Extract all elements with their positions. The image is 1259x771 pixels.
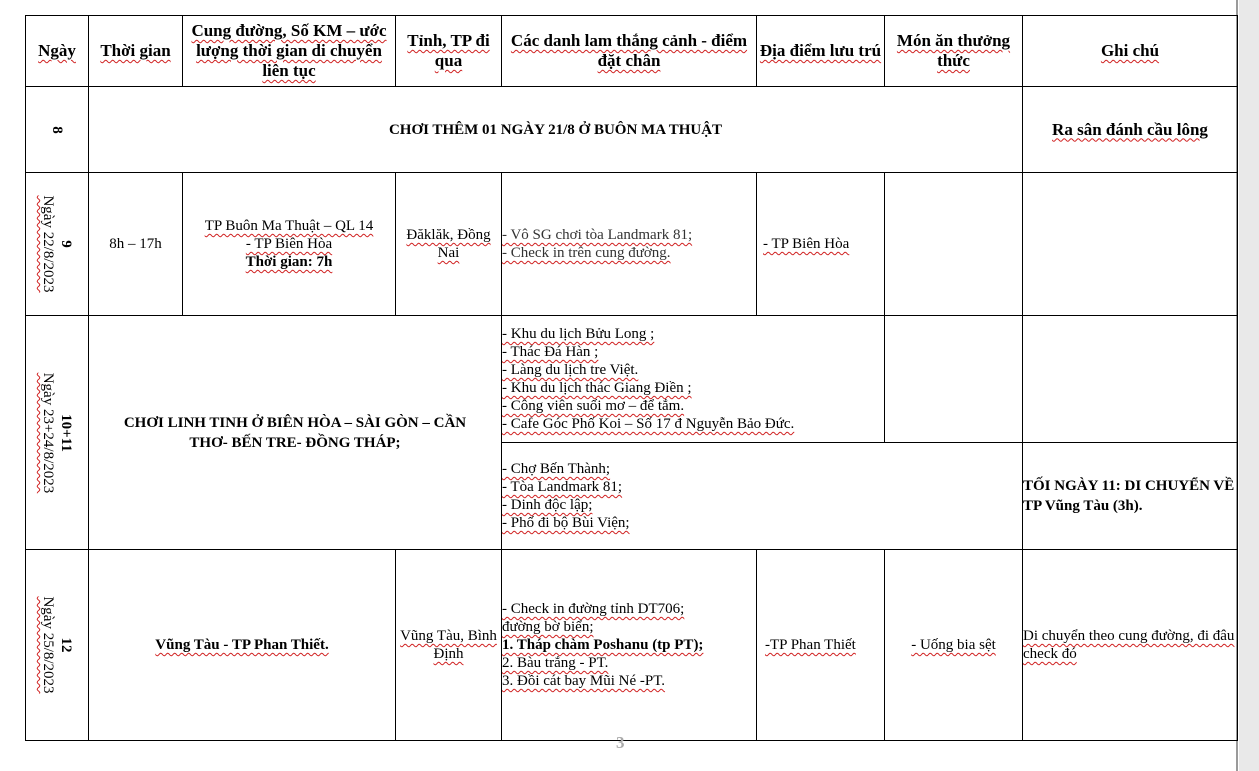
province-cell: Đăklăk, Đồng Nai [396,173,502,316]
day-cell [26,316,89,550]
merged-plan-cell: CHƠI LINH TINH Ở BIÊN HÒA – SÀI GÒN – CẦN THƠ- BẾN TRE- ĐỒNG THÁP; [89,316,502,550]
day-number: 9 [58,240,74,248]
food-cell: - Uống bia sệt [885,550,1023,741]
header-stay: Địa điểm lưu trú [757,16,885,87]
day-date: Ngày 25/8/2023 [40,596,56,694]
header-note: Ghi chú [1023,16,1238,87]
header-route: Cung đường, Số KM – ước lượng thời gian di chuyển liên tục [183,16,396,87]
itinerary-table [25,15,1238,741]
day-number: 8 [49,125,65,134]
header-food: Món ăn thưởng thức [885,16,1023,87]
note-cell [1023,173,1238,316]
route-cell: Vũng Tàu - TP Phan Thiết. [89,550,396,741]
merged-plan-cell: CHƠI THÊM 01 NGÀY 21/8 Ở BUÔN MA THUẬT [89,87,1023,173]
day-cell [26,173,89,316]
table-row-day-10-11 [26,316,1238,443]
time-cell: 8h – 17h [89,173,183,316]
sights-cell: - Check in đường tỉnh DT706; đường bờ biển; 1. Tháp chàm Poshanu (tp PT); 2. Bàu trắng - PT. 3. Đồi cát bay Mũi Né -PT. [502,550,757,741]
header-province: Tỉnh, TP đi qua [396,16,502,87]
note-cell: Di chuyển theo cung đường, đi đâu check đó [1023,550,1238,741]
province-cell: Vũng Tàu, Bình Định [396,550,502,741]
route-cell: TP Buôn Ma Thuật – QL 14 - TP Biên Hòa Thời gian: 7h [183,173,396,316]
header-sights: Các danh lam thắng cảnh - điểm đặt chân [502,16,757,87]
page-margin [1239,0,1259,771]
food-cell [885,173,1023,316]
sights-cell: - Vô SG chơi tòa Landmark 81; - Check in trên cung đường. [502,173,757,316]
day-cell [26,87,89,173]
table-row-day-9 [26,173,1238,316]
sights-cell: - Khu du lịch Bửu Long ; - Thác Đá Hàn ; - Làng du lịch tre Việt. - Khu du lịch thác Giang Điền ; - Công viên suối mơ – để tắm. - Cafe Góc Phố Koi – Số 17 đ Nguyễn Bảo Đức. [502,316,885,443]
table-row-day-12 [26,550,1238,741]
day-number: 10+11 [58,413,74,452]
day-cell [26,550,89,741]
header-day: Ngày [26,16,89,87]
food-cell [885,316,1023,443]
table-row-day-8 [26,87,1238,173]
stay-cell: - TP Biên Hòa [757,173,885,316]
stay-cell: -TP Phan Thiết [757,550,885,741]
day-date: Ngày 22/8/2023 [40,195,56,293]
note-cell [1023,316,1238,443]
day-number: 12 [58,637,74,653]
note-cell: TỐI NGÀY 11: DI CHUYỂN VỀ TP Vũng Tàu (3h). [1023,443,1238,550]
note-cell: Ra sân đánh cầu lông [1023,87,1238,173]
header-time: Thời gian [89,16,183,87]
header-row [26,16,1238,87]
sights-cell: - Chợ Bến Thành; - Tòa Landmark 81; - Dinh độc lập; - Phố đi bộ Bùi Viện; [502,443,1023,550]
day-date: Ngày 23+24/8/2023 [40,372,56,493]
page-number: 3 [616,733,625,752]
